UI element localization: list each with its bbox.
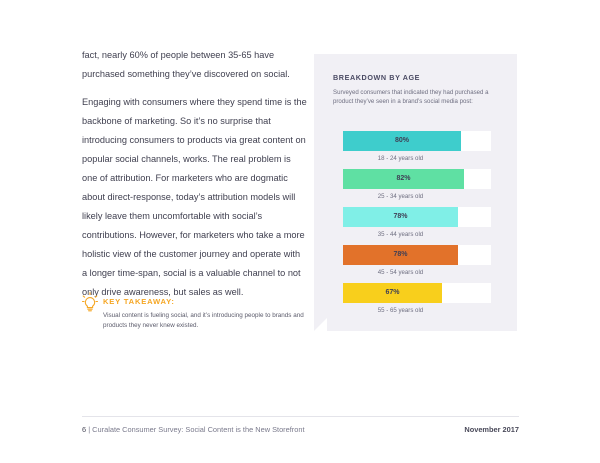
bar-value-label: 78% (393, 251, 408, 258)
body-paragraph: Engaging with consumers where they spend time is the backbone of marketing. So it’s no surprise that introducing consumers to products via great content on popular social channels, works. The real problem is one of attribution. For marketers who are dogmatic about direct-response, today’s attribution models will likely leave them uncomfortable with social’s contributions. However, for marketers who take a more holistic view of the customer journey and operate with a longer time-span, social is a valuable channel to not only drive awareness, but sales as well. (82, 97, 307, 297)
footer-source-text: Curalate Consumer Survey: Social Content is the New Storefront (92, 425, 305, 434)
bar-category-label: 35 - 44 years old (377, 231, 424, 238)
footer-date: November 2017 (464, 425, 519, 434)
page-number: 6 (82, 425, 87, 434)
age-breakdown-panel (314, 54, 517, 331)
panel-title: BREAKDOWN BY AGE (333, 73, 421, 82)
lightbulb-icon (82, 292, 98, 312)
bar-category-label: 45 - 54 years old (377, 269, 424, 276)
bar-category-label: 18 - 24 years old (377, 155, 424, 162)
bar-value-label: 78% (393, 213, 408, 220)
takeaway-label: KEY TAKEAWAY: (103, 297, 175, 306)
bar-category-label: 55 - 65 years old (377, 307, 424, 314)
footer-divider (82, 416, 519, 417)
footer-separator: | (88, 425, 91, 434)
panel-subtitle: Surveyed consumers that indicated they had purchased a product they’ve seen in a brand’s social media post: (333, 89, 489, 105)
bar-category-label: 25 - 34 years old (377, 193, 424, 200)
bar-value-label: 67% (385, 289, 400, 296)
footer-source (82, 425, 305, 434)
body-text (82, 46, 307, 302)
body-paragraph: fact, nearly 60% of people between 35-65 have purchased something they’ve discovered on social. (82, 50, 290, 79)
panel-corner-fold (314, 318, 327, 331)
takeaway-text: Visual content is fueling social, and it’s introducing people to brands and products they never knew existed. (103, 312, 304, 329)
bar-value-label: 82% (396, 175, 411, 182)
bar-value-label: 80% (394, 137, 409, 144)
